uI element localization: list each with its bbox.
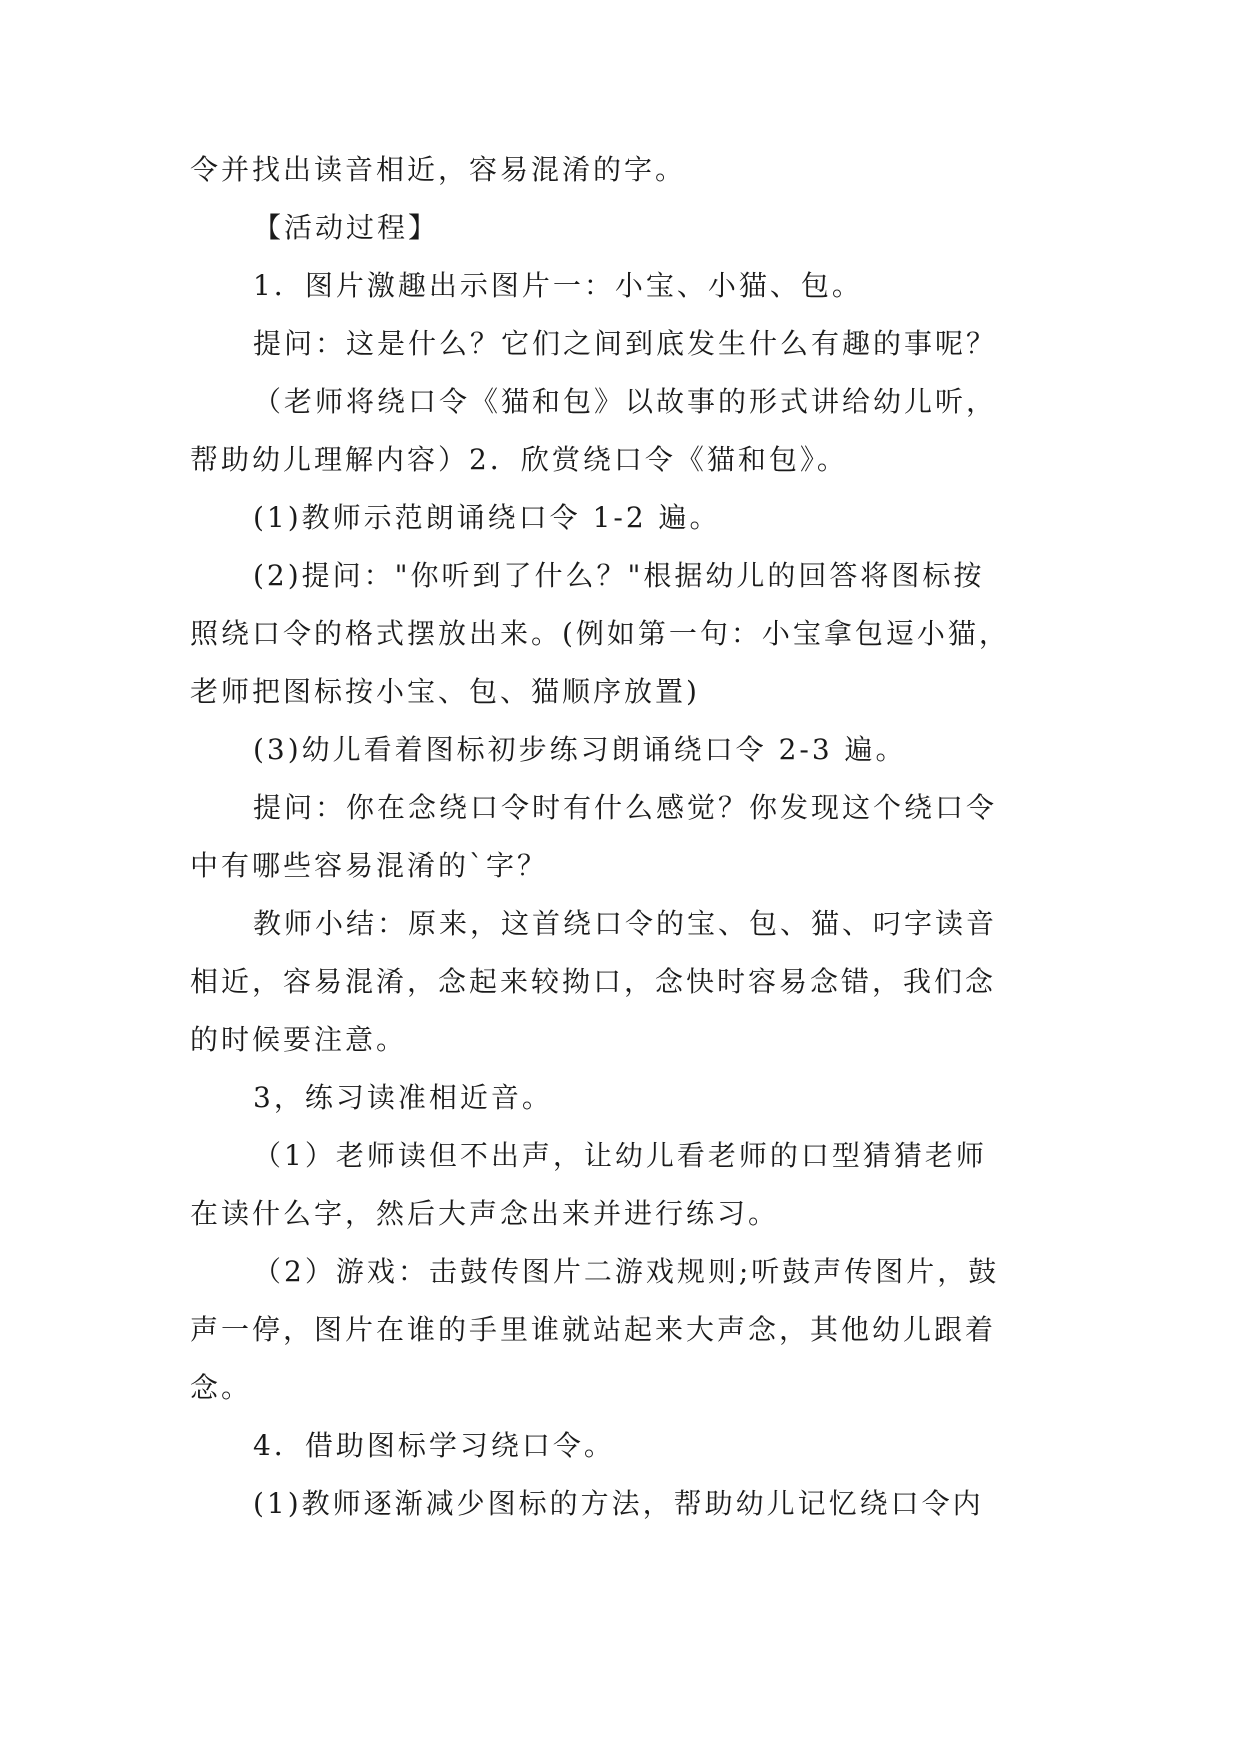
text-line: (1)教师逐渐减少图标的方法，帮助幼儿记忆绕口令内 xyxy=(253,1487,984,1520)
text-line: 令并找出读音相近，容易混淆的字。 xyxy=(190,153,687,186)
text-line: 照绕口令的格式摆放出来。(例如第一句：小宝拿包逗小猫， xyxy=(190,617,1010,650)
section-heading: 【活动过程】 xyxy=(253,211,440,244)
text-line: 提问：这是什么？它们之间到底发生什么有趣的事呢？ xyxy=(253,327,998,360)
text-line: （老师将绕口令《猫和包》以故事的形式讲给幼儿听， xyxy=(253,385,998,418)
text-line: 3，练习读准相近音。 xyxy=(253,1081,553,1114)
text-line: (3)幼儿看着图标初步练习朗诵绕口令 2-3 遍。 xyxy=(253,733,907,766)
text-line: 声一停，图片在谁的手里谁就站起来大声念，其他幼儿跟着 xyxy=(190,1313,997,1346)
text-line: 的时候要注意。 xyxy=(190,1023,408,1056)
text-line: （2）游戏：击鼓传图片二游戏规则;听鼓声传图片，鼓 xyxy=(253,1255,1000,1288)
text-line: 提问：你在念绕口令时有什么感觉？你发现这个绕口令 xyxy=(253,791,998,824)
text-line: (2)提问："你听到了什么？"根据幼儿的回答将图标按 xyxy=(253,559,985,592)
text-line: 念。 xyxy=(190,1371,253,1404)
text-line: 4．借助图标学习绕口令。 xyxy=(253,1429,615,1462)
text-line: 老师把图标按小宝、包、猫顺序放置) xyxy=(190,675,700,708)
text-line: 相近，容易混淆，念起来较拗口，念快时容易念错，我们念 xyxy=(190,965,997,998)
text-line: 在读什么字，然后大声念出来并进行练习。 xyxy=(190,1197,780,1230)
text-line: 教师小结：原来，这首绕口令的宝、包、猫、叼字读音 xyxy=(253,907,998,940)
text-line: (1)教师示范朗诵绕口令 1-2 遍。 xyxy=(253,501,721,534)
text-line: 中有哪些容易混淆的`字？ xyxy=(190,849,549,882)
text-line: 帮助幼儿理解内容）2．欣赏绕口令《猫和包》。 xyxy=(190,443,848,476)
text-line: 1．图片激趣出示图片一：小宝、小猫、包。 xyxy=(253,269,863,302)
text-line: （1）老师读但不出声，让幼儿看老师的口型猜猜老师 xyxy=(253,1139,987,1172)
